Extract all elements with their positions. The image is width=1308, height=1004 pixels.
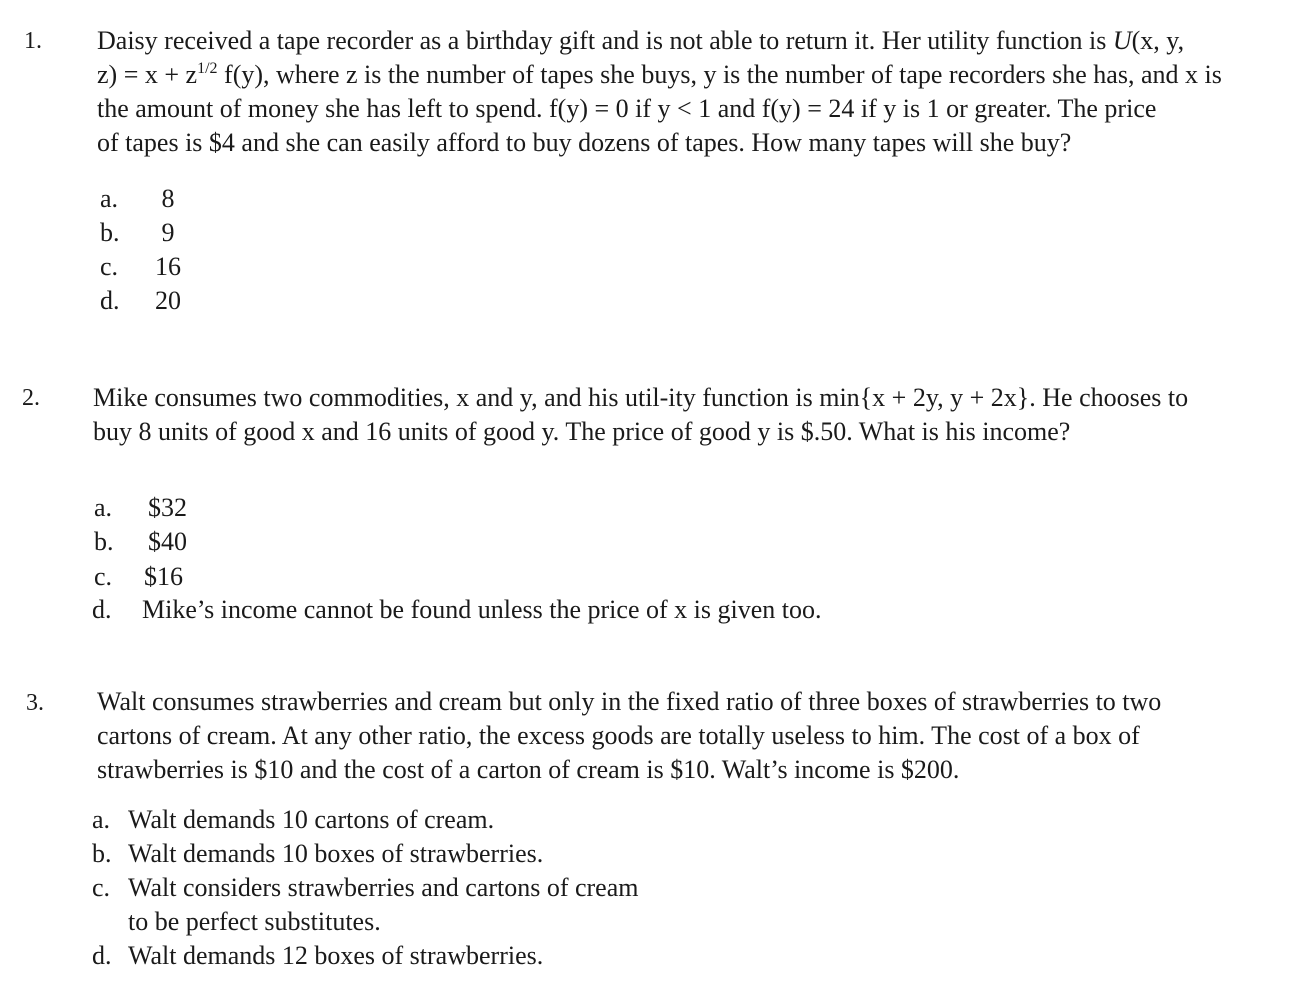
question-2-line-2: buy 8 units of good x and 16 units of good y. The price of good y is $.50. What is his income?	[93, 417, 1071, 446]
question-1-line-1	[97, 24, 1302, 58]
option-label: c.	[92, 873, 111, 902]
option-label: a.	[94, 493, 113, 522]
question-3-text	[97, 685, 1302, 787]
option-label: d.	[100, 286, 120, 315]
question-3-number: 3.	[26, 690, 44, 716]
option-label: c.	[94, 562, 113, 591]
option-label: b.	[92, 839, 112, 868]
question-1-line-3: the amount of money she has left to spend. f(y) = 0 if y < 1 and f(y) = 24 if y is 1 or greater. The price	[97, 94, 1157, 123]
q1-utility-symbol: U	[1112, 26, 1132, 55]
option-text: 20	[155, 286, 181, 315]
option-label: d.	[92, 595, 112, 624]
option-text: Mike’s income cannot be found unless the price of x is given too.	[142, 595, 822, 624]
option-text: 16	[155, 252, 181, 281]
question-3-line-2: cartons of cream. At any other ratio, the excess goods are totally useless to him. The cost of a box of	[97, 721, 1140, 750]
q1-line2-b: f(y), where z is the number of tapes she buys, y is the number of tape recorders she has, and x is	[217, 60, 1222, 89]
option-text: Walt demands 10 boxes of strawberries.	[128, 839, 544, 868]
option-text: Walt demands 10 cartons of cream.	[128, 805, 495, 834]
option-label: a.	[92, 805, 111, 834]
option-label: b.	[94, 527, 114, 556]
q1-exponent: 1/2	[197, 60, 218, 77]
question-1-number: 1.	[24, 28, 42, 54]
option-text: Walt considers strawberries and cartons of cream	[128, 873, 639, 902]
question-3-line-1: Walt consumes strawberries and cream but only in the fixed ratio of three boxes of strawberries to two	[97, 687, 1162, 716]
option-text: $16	[144, 562, 183, 591]
option-text-continued: to be perfect substitutes.	[128, 907, 381, 936]
question-2-line-1: Mike consumes two commodities, x and y, and his util-ity function is min{x + 2y, y + 2x}. He chooses to	[93, 383, 1189, 412]
option-label: b.	[100, 218, 120, 247]
option-label: d.	[92, 941, 112, 970]
question-3-line-3: strawberries is $10 and the cost of a carton of cream is $10. Walt’s income is $200.	[97, 755, 960, 784]
q1-utility-args: (x, y,	[1131, 26, 1185, 55]
option-label: a.	[100, 184, 119, 213]
option-text: $40	[148, 527, 187, 556]
question-1-line-4: of tapes is $4 and she can easily afford to buy dozens of tapes. How many tapes will she buy?	[97, 128, 1072, 157]
question-1-line-2	[97, 58, 1302, 92]
option-text: 9	[161, 218, 175, 247]
question-1-text	[97, 24, 1302, 160]
option-text: $32	[148, 493, 187, 522]
question-2-text	[93, 381, 1303, 449]
q1-line2-a: z) = x + z	[97, 60, 198, 89]
option-text: Walt demands 12 boxes of strawberries.	[128, 941, 544, 970]
q1-line1-text: Daisy received a tape recorder as a birthday gift and is not able to return it. Her utility function is	[97, 26, 1113, 55]
option-text: 8	[161, 184, 175, 213]
question-2-number: 2.	[22, 385, 40, 411]
option-label: c.	[100, 252, 119, 281]
